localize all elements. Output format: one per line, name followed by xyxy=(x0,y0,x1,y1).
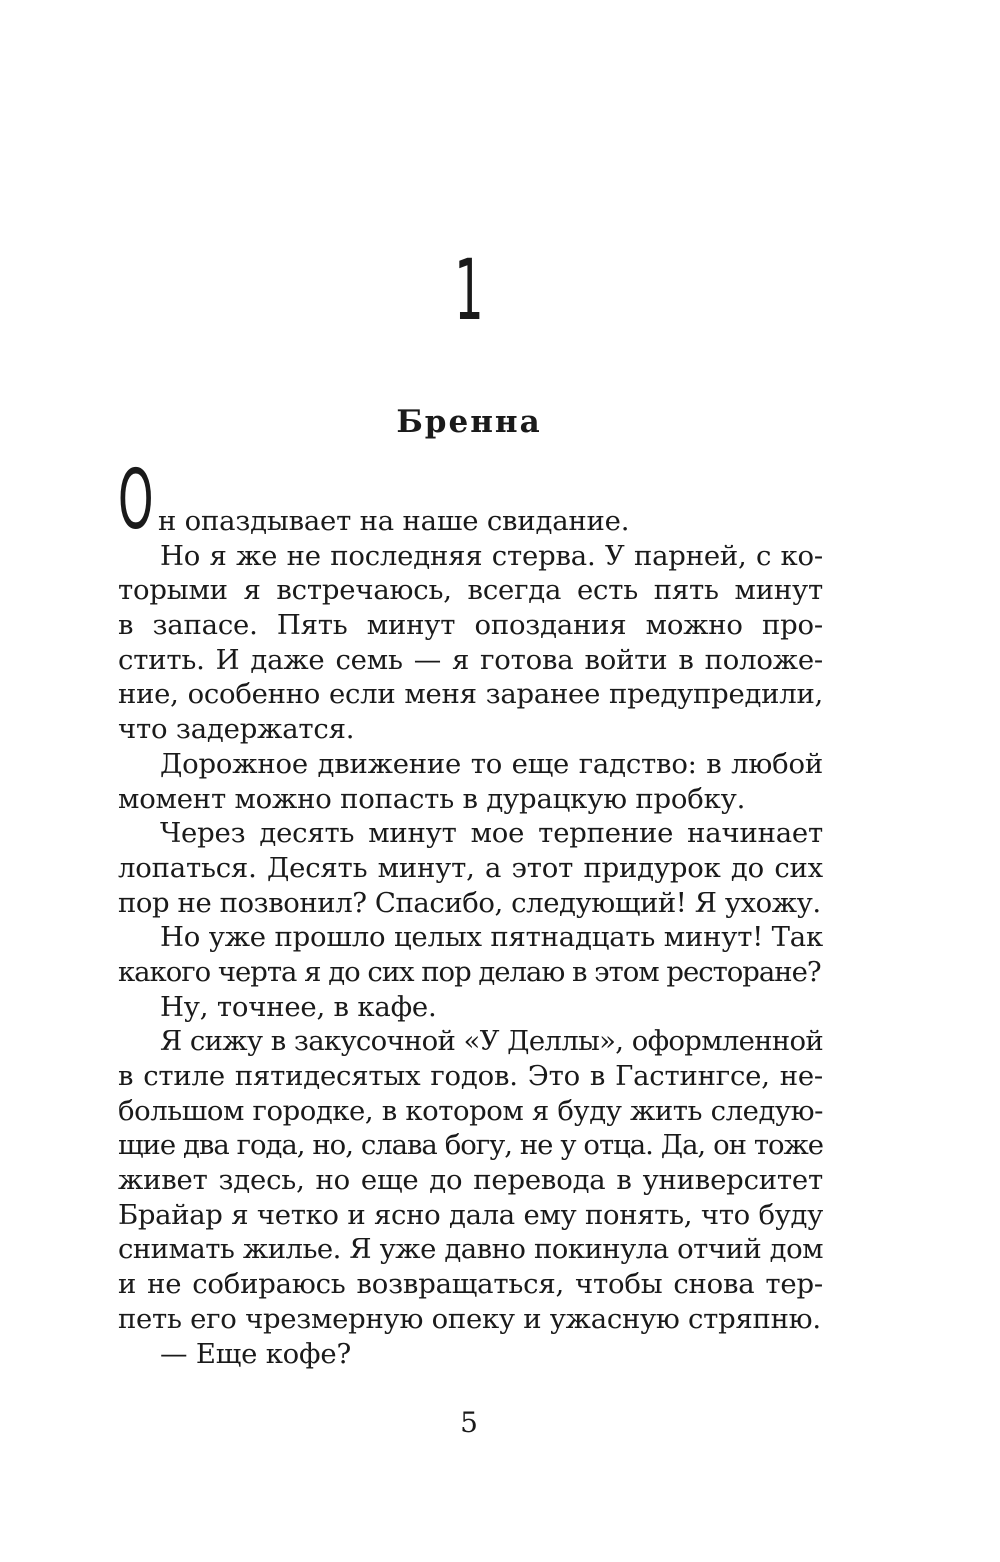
text-line: пор не позвонил? Спасибо, следующий! Я ухожу. xyxy=(118,886,821,919)
text-line: Ну, точнее, в кафе. xyxy=(160,990,437,1023)
text-line: ние, особенно если меня заранее предупредили, xyxy=(118,678,823,711)
text-line: в стиле пятидесятых годов. Это в Гастингсе, не- xyxy=(118,1060,823,1092)
page-number: 5 xyxy=(460,1406,478,1439)
text-line: лопаться. Десять минут, а этот придурок до сих xyxy=(118,851,823,884)
text-line: Дорожное движение то еще гадство: в любой xyxy=(160,747,823,780)
text-line: Брайар я четко и ясно дала ему понять, что буду xyxy=(118,1198,823,1231)
text-line: и не собираюсь возвращаться, чтобы снова тер- xyxy=(118,1268,823,1301)
text-line: большом городке, в котором я буду жить следую- xyxy=(118,1094,823,1127)
text-line: Через десять минут мое терпение начинает xyxy=(160,817,823,850)
text-line: Но я же не последняя стерва. У парней, с ко- xyxy=(160,539,823,572)
text-line: снимать жилье. Я уже давно покинула отчий дом xyxy=(118,1233,823,1266)
chapter-body xyxy=(118,453,823,1371)
text-line: Но уже прошло целых пятнадцать минут! Так xyxy=(160,921,823,954)
text-line: в запасе. Пять минут опоздания можно про- xyxy=(118,609,823,642)
text-line: живет здесь, но еще до перевода в университет xyxy=(118,1164,823,1197)
text-line: момент можно попасть в дурацкую пробку. xyxy=(118,782,746,815)
text-line: что задержатся. xyxy=(118,713,355,746)
text-line: стить. И даже семь — я готова войти в положе- xyxy=(118,643,823,676)
text-line: торыми я встречаюсь, всегда есть пять минут xyxy=(118,574,823,607)
chapter-title: Бренна xyxy=(396,404,542,440)
text-line: какого черта я до сих пор делаю в этом ресторане? xyxy=(118,955,821,988)
text-line: Я сижу в закусочной «У Деллы», оформленной xyxy=(160,1025,823,1058)
text-line: петь его чрезмерную опеку и ужасную стряпню. xyxy=(118,1302,821,1335)
first-line xyxy=(118,453,823,548)
text-line: щие два года, но, слава богу, не у отца. Да, он тоже xyxy=(118,1129,823,1162)
text-line: — Еще кофе? xyxy=(160,1337,351,1370)
drop-cap: О xyxy=(118,453,154,548)
chapter-number: 1 xyxy=(454,241,484,339)
first-line-text: н опаздывает на наше свидание. xyxy=(158,505,630,537)
